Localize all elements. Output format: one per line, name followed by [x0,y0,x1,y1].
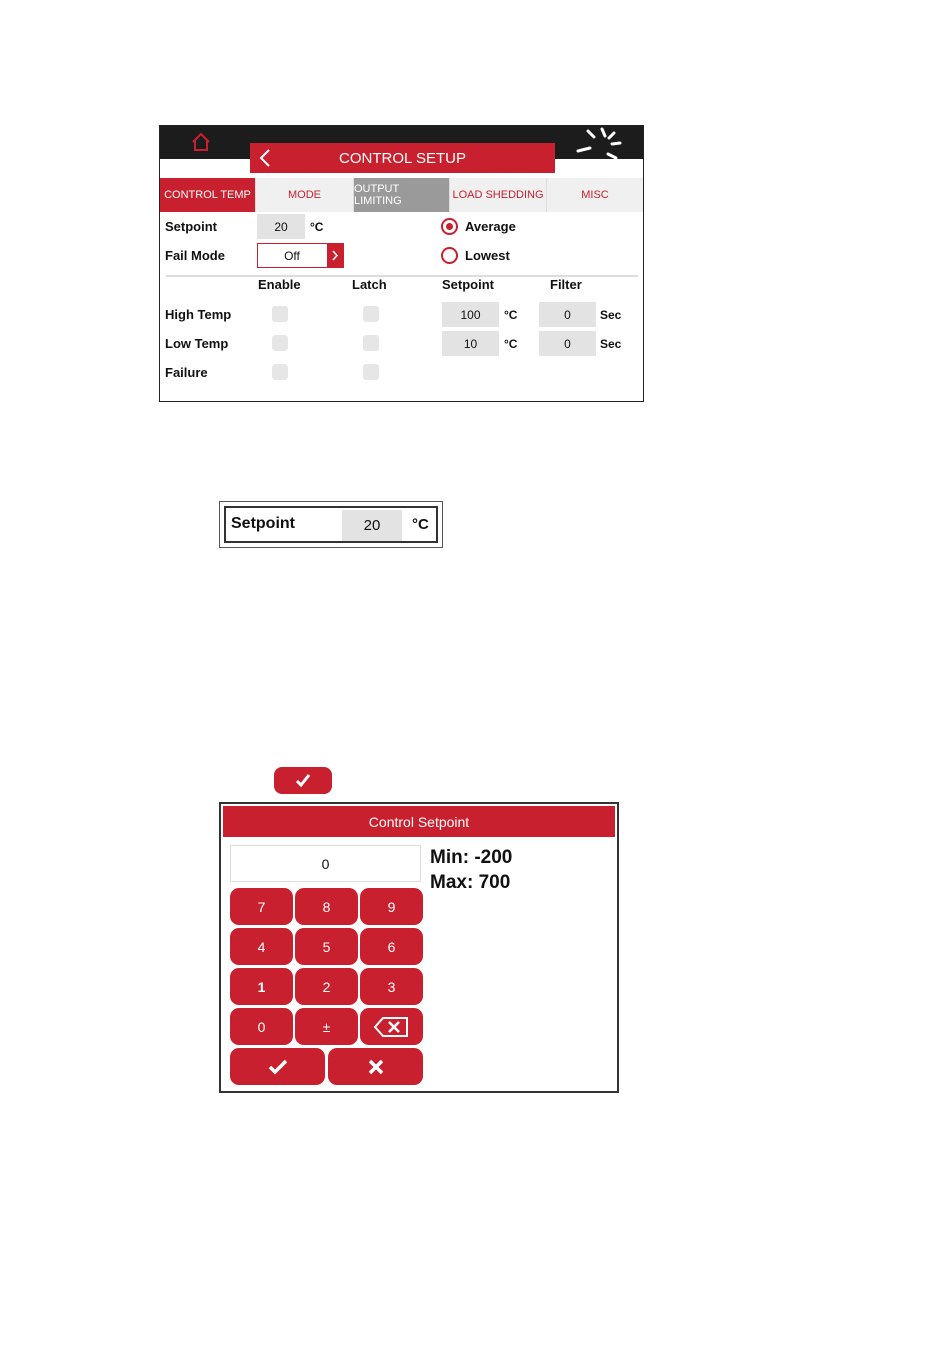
low-temp-unit: °C [504,337,518,351]
fail-mode-select[interactable] [257,243,344,268]
key-plus-minus[interactable]: ± [295,1008,358,1045]
enable-header: Enable [258,277,301,292]
setpoint-label: Setpoint [165,219,217,234]
home-icon[interactable] [190,131,212,153]
high-temp-filter-unit: Sec [600,308,622,322]
zoom-setpoint-label: Setpoint [231,515,295,532]
dialog-title: Control Setpoint [223,806,615,837]
radio-dot [446,223,453,230]
low-temp-setpoint-field[interactable]: 10 [442,331,499,356]
entry-field[interactable]: 0 [230,845,421,882]
high-temp-latch-checkbox[interactable] [363,306,379,322]
setpoint-zoom [219,501,443,548]
lowest-radio[interactable] [441,247,458,264]
backspace-button[interactable] [360,1008,423,1045]
low-temp-latch-checkbox[interactable] [363,335,379,351]
check-icon [266,1057,290,1077]
close-icon [366,1057,386,1077]
fail-mode-value: Off [284,248,300,263]
fail-mode-label: Fail Mode [165,248,225,263]
key-8[interactable]: 8 [295,888,358,925]
min-label: Min: -200 [430,847,513,868]
failure-label: Failure [165,365,208,380]
key-9[interactable]: 9 [360,888,423,925]
average-radio[interactable] [441,218,458,235]
zoom-unit: °C [412,516,429,533]
tab-bar [160,178,643,212]
check-icon [274,767,332,794]
high-temp-label: High Temp [165,307,232,322]
title-banner [250,143,555,173]
low-temp-filter-field[interactable]: 0 [539,331,596,356]
average-label: Average [465,219,516,234]
key-2[interactable]: 2 [295,968,358,1005]
high-temp-setpoint-field[interactable]: 100 [442,302,499,327]
setpoint-keypad-dialog [219,802,619,1093]
tab-output-limiting[interactable]: OUTPUT LIMITING [354,178,450,212]
high-temp-enable-checkbox[interactable] [272,306,288,322]
key-4[interactable]: 4 [230,928,293,965]
key-7[interactable]: 7 [230,888,293,925]
tab-control-temp[interactable]: CONTROL TEMP [160,178,256,212]
key-6[interactable]: 6 [360,928,423,965]
tab-load-shedding[interactable]: LOAD SHEDDING [450,178,547,212]
tab-misc[interactable]: MISC [547,178,643,212]
backspace-icon [373,1015,411,1039]
low-temp-enable-checkbox[interactable] [272,335,288,351]
chevron-right-icon[interactable] [327,244,343,267]
tab-mode[interactable]: MODE [256,178,354,212]
low-temp-filter-unit: Sec [600,337,622,351]
page-title: CONTROL SETUP [339,149,466,167]
key-0[interactable]: 0 [230,1008,293,1045]
low-temp-label: Low Temp [165,336,229,351]
setpoint-header: Setpoint [442,277,494,292]
keypad-ok-button[interactable] [230,1048,325,1085]
keypad-cancel-button[interactable] [328,1048,423,1085]
high-temp-filter-field[interactable]: 0 [539,302,596,327]
failure-enable-checkbox[interactable] [272,364,288,380]
confirm-button[interactable] [274,767,332,794]
setpoint-unit: °C [310,220,324,234]
filter-header: Filter [550,277,582,292]
key-1[interactable]: 1 [230,968,293,1005]
key-5[interactable]: 5 [295,928,358,965]
failure-latch-checkbox[interactable] [363,364,379,380]
lowest-label: Lowest [465,248,510,263]
setpoint-field[interactable]: 20 [257,214,305,239]
key-3[interactable]: 3 [360,968,423,1005]
zoom-setpoint-field[interactable]: 20 [342,510,402,541]
setpoint-zoom-inner [224,506,438,543]
max-label: Max: 700 [430,872,511,893]
spinner-icon [572,127,630,159]
high-temp-unit: °C [504,308,518,322]
back-icon[interactable] [258,148,272,168]
control-setup-screen [159,125,644,402]
latch-header: Latch [352,277,387,292]
